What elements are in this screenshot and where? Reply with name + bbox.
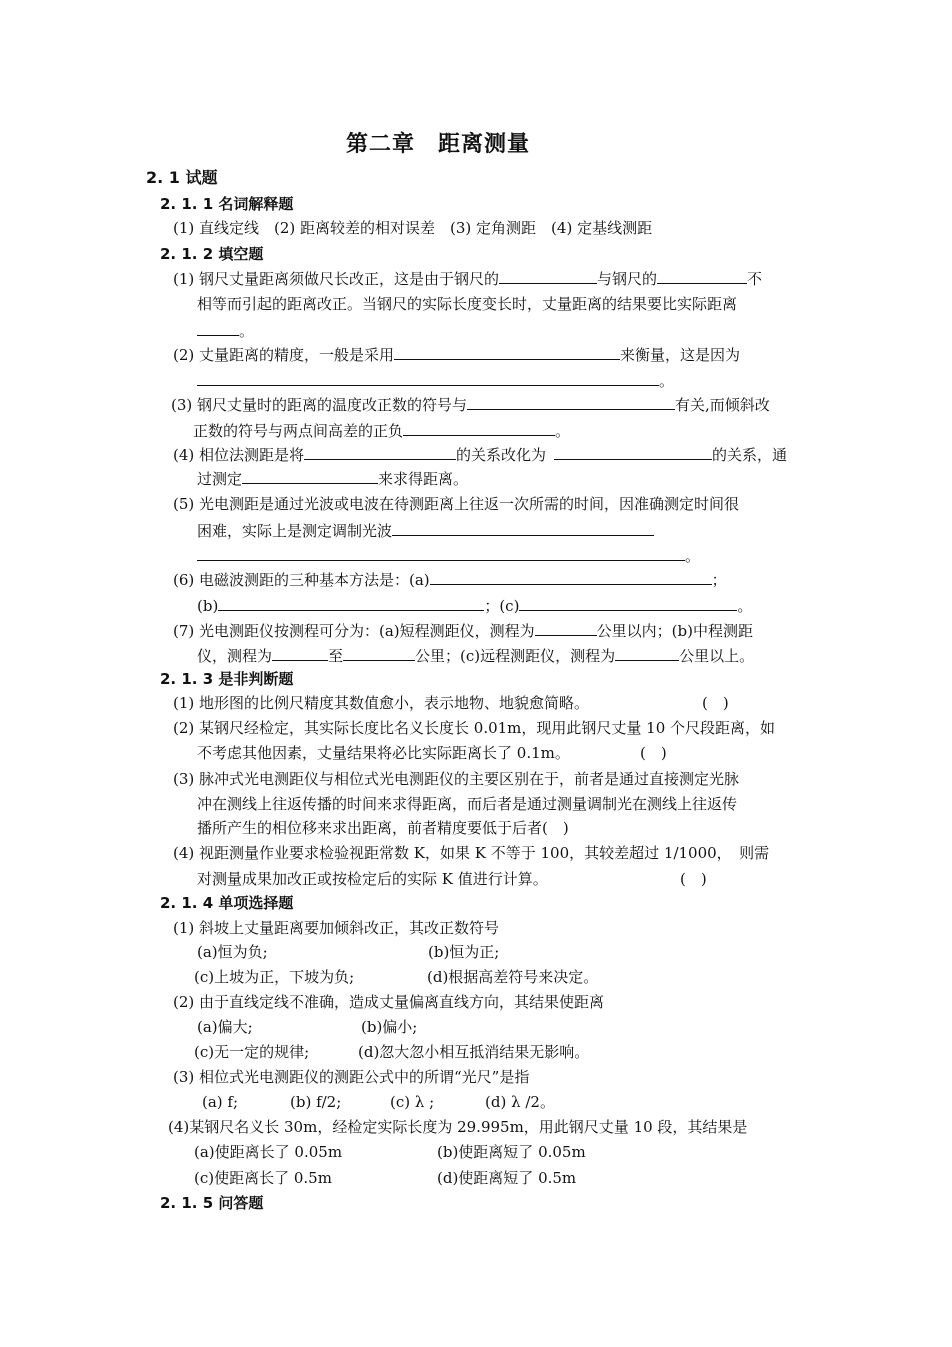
fill-q3-text-c: 正数的符号与两点间高差的正负 — [193, 422, 404, 440]
fill-q6-sep: ； — [711, 571, 727, 589]
choice-q3: (3) 相位式光电测距仪的测距公式中的所谓“光尺”是指 — [173, 1068, 530, 1086]
fill-q4-text-d: 过测定 — [197, 470, 243, 488]
answer-blank — [304, 442, 456, 460]
choice-q1-option-d: (d)根据高差符号来决定。 — [427, 968, 599, 986]
fill-q4-text-a: (4) 相位法测距是将 — [173, 446, 305, 464]
fill-q6-end: 。 — [737, 597, 753, 615]
answer-blank — [343, 643, 415, 661]
judge-q2-line2: 不考虑其他因素，丈量结果将必比实际距离长了 0.1m。 — [197, 744, 570, 762]
fill-q7-line1 — [173, 618, 753, 642]
section-2-1-3-heading: 2. 1. 3 是非判断题 — [160, 670, 294, 688]
fill-q6-line1 — [173, 567, 727, 591]
judge-q3-line3: 播所产生的相位移来求出距离，前者精度要低于后者( ) — [197, 819, 569, 837]
fill-q7-text-d: 至 — [328, 647, 344, 665]
fill-q5-end: 。 — [685, 547, 701, 565]
choice-q1-option-b: (b)恒为正; — [428, 943, 500, 961]
choice-q4-option-d: (d)使距离短了 0.5m — [437, 1169, 577, 1187]
fill-q1-text-a: (1) 钢尺丈量距离须做尺长改正，这是由于钢尺的 — [173, 270, 500, 288]
choice-q4: (4)某钢尺名义长 30m，经检定实际长度为 29.995m，用此钢尺丈量 10 段，其结果是 — [168, 1118, 748, 1136]
fill-q2-text-b: 来衡量，这是因为 — [620, 346, 741, 364]
fill-q1-text-c: 不 — [747, 270, 763, 288]
judge-q4-line2: 对测量成果加改正或按检定后的实际 K 值进行计算。 — [197, 870, 548, 888]
answer-blank — [535, 618, 597, 636]
answer-blank — [197, 368, 659, 386]
judge-q4-line1: (4) 视距测量作业要求检验视距常数 K，如果 K 不等于 100，其较差超过 1/1000， 则需 — [173, 844, 770, 862]
fill-q6-text-c: ；(c) — [484, 597, 520, 615]
answer-blank — [499, 266, 597, 284]
section-2-1-1-heading: 2. 1. 1 名词解释题 — [160, 195, 294, 213]
fill-q5-line2 — [197, 518, 654, 542]
answer-blank — [467, 392, 675, 410]
answer-blank — [392, 518, 654, 536]
choice-q2: (2) 由于直线定线不准确，造成丈量偏离直线方向，其结果使距离 — [173, 993, 605, 1011]
section-2-1-2-heading: 2. 1. 2 填空题 — [160, 245, 264, 263]
choice-q4-option-a: (a)使距离长了 0.05m — [194, 1143, 343, 1161]
answer-blank — [615, 643, 679, 661]
terms-list: (1) 直线定线 (2) 距离较差的相对误差 (3) 定角测距 (4) 定基线测距 — [173, 219, 653, 237]
answer-blank — [218, 593, 484, 611]
answer-blank — [272, 643, 328, 661]
section-2-1-heading: 2. 1 试题 — [146, 168, 218, 187]
answer-blank — [657, 266, 747, 284]
choice-q2-option-a: (a)偏大; — [197, 1018, 253, 1036]
fill-q1-end: 。 — [239, 322, 255, 340]
fill-q3-text-a: (3) 钢尺丈量时的距离的温度改正数的符号与 — [171, 396, 468, 414]
fill-q7-text-c: 仪，测程为 — [197, 647, 273, 665]
answer-blank — [197, 318, 239, 336]
choice-q2-option-b: (b)偏小; — [361, 1018, 418, 1036]
choice-q4-option-c: (c)使距离长了 0.5m — [194, 1169, 332, 1187]
choice-q4-option-b: (b)使距离短了 0.05m — [437, 1143, 586, 1161]
fill-q6-text-b: (b) — [197, 597, 219, 615]
choice-q2-option-d: (d)忽大忽小相互抵消结果无影响。 — [358, 1043, 590, 1061]
fill-q4-text-b: 的关系改化为 — [456, 446, 547, 464]
fill-q3-line2 — [193, 418, 570, 442]
fill-q5-line1: (5) 光电测距是通过光波或电波在待测距离上往返一次所需的时间，因准确测定时间很 — [173, 495, 740, 513]
fill-q4-line2 — [197, 466, 468, 490]
fill-q7-line2 — [197, 643, 754, 667]
fill-q4-line1 — [173, 442, 787, 466]
fill-q4-text-c: 的关系，通 — [712, 446, 788, 464]
answer-blank — [519, 593, 737, 611]
judge-q3-line1: (3) 脉冲式光电测距仪与相位式光电测距仪的主要区别在于，前者是通过直接测定光脉 — [173, 770, 740, 788]
fill-q2-line1 — [173, 342, 740, 366]
fill-q5-text-b: 困难，实际上是测定调制光波 — [197, 522, 393, 540]
answer-blank — [430, 567, 712, 585]
fill-q3-line1 — [171, 392, 770, 416]
fill-q3-end: 。 — [555, 422, 571, 440]
answer-blank — [554, 442, 712, 460]
choice-q1-option-c: (c)上坡为正，下坡为负; — [194, 968, 355, 986]
judge-q3-line2: 冲在测线上往返传播的时间来求得距离，而后者是通过测量调制光在测线上往返传 — [197, 795, 738, 813]
choice-q3-option-a: (a) f; — [202, 1093, 239, 1111]
choice-q1: (1) 斜坡上丈量距离要加倾斜改正，其改正数符号 — [173, 919, 500, 937]
fill-q1-line2: 相等而引起的距离改正。当钢尺的实际长度变长时，丈量距离的结果要比实际距离 — [197, 295, 738, 313]
choice-q1-option-a: (a)恒为负; — [197, 943, 268, 961]
fill-q2-line2 — [197, 368, 674, 392]
choice-q3-option-c: (c) λ ; — [390, 1093, 435, 1111]
fill-q7-text-b: 公里以内；(b)中程测距 — [596, 622, 753, 640]
choice-q3-option-b: (b) f/2; — [290, 1093, 342, 1111]
fill-q7-text-f: 公里以上。 — [679, 647, 755, 665]
answer-blank — [394, 342, 620, 360]
judge-q1: (1) 地形图的比例尺精度其数值愈小，表示地物、地貌愈简略。 — [173, 694, 590, 712]
fill-q1-line3 — [197, 318, 254, 342]
answer-blank — [242, 466, 378, 484]
answer-parentheses: ( ) — [680, 870, 707, 888]
section-2-1-4-heading: 2. 1. 4 单项选择题 — [160, 894, 294, 912]
fill-q6-line2 — [197, 593, 752, 617]
fill-q4-text-e: 来求得距离。 — [378, 470, 469, 488]
answer-parentheses: ( ) — [640, 744, 667, 762]
fill-q3-text-b: 有关,而倾斜改 — [675, 396, 770, 414]
fill-q5-line3 — [197, 543, 700, 567]
fill-q2-end: 。 — [659, 372, 675, 390]
fill-q1-line1 — [173, 266, 762, 290]
judge-q2-line1: (2) 某钢尺经检定，其实际长度比名义长度长 0.01m，现用此钢尺丈量 10 个尺段距离，如 — [173, 719, 776, 737]
fill-q2-text-a: (2) 丈量距离的精度，一般是采用 — [173, 346, 395, 364]
fill-q1-text-b: 与钢尺的 — [597, 270, 658, 288]
answer-parentheses: ( ) — [702, 694, 729, 712]
answer-blank — [403, 418, 555, 436]
section-2-1-5-heading: 2. 1. 5 问答题 — [160, 1194, 264, 1212]
choice-q2-option-c: (c)无一定的规律; — [194, 1043, 310, 1061]
answer-blank — [197, 543, 685, 561]
fill-q7-text-e: 公里；(c)远程测距仪，测程为 — [415, 647, 616, 665]
chapter-title: 第二章 距离测量 — [345, 132, 530, 157]
fill-q7-text-a: (7) 光电测距仪按测程可分为：(a)短程测距仪，测程为 — [173, 622, 535, 640]
fill-q6-text-a: (6) 电磁波测距的三种基本方法是：(a) — [173, 571, 430, 589]
choice-q3-option-d: (d) λ /2。 — [485, 1093, 555, 1111]
